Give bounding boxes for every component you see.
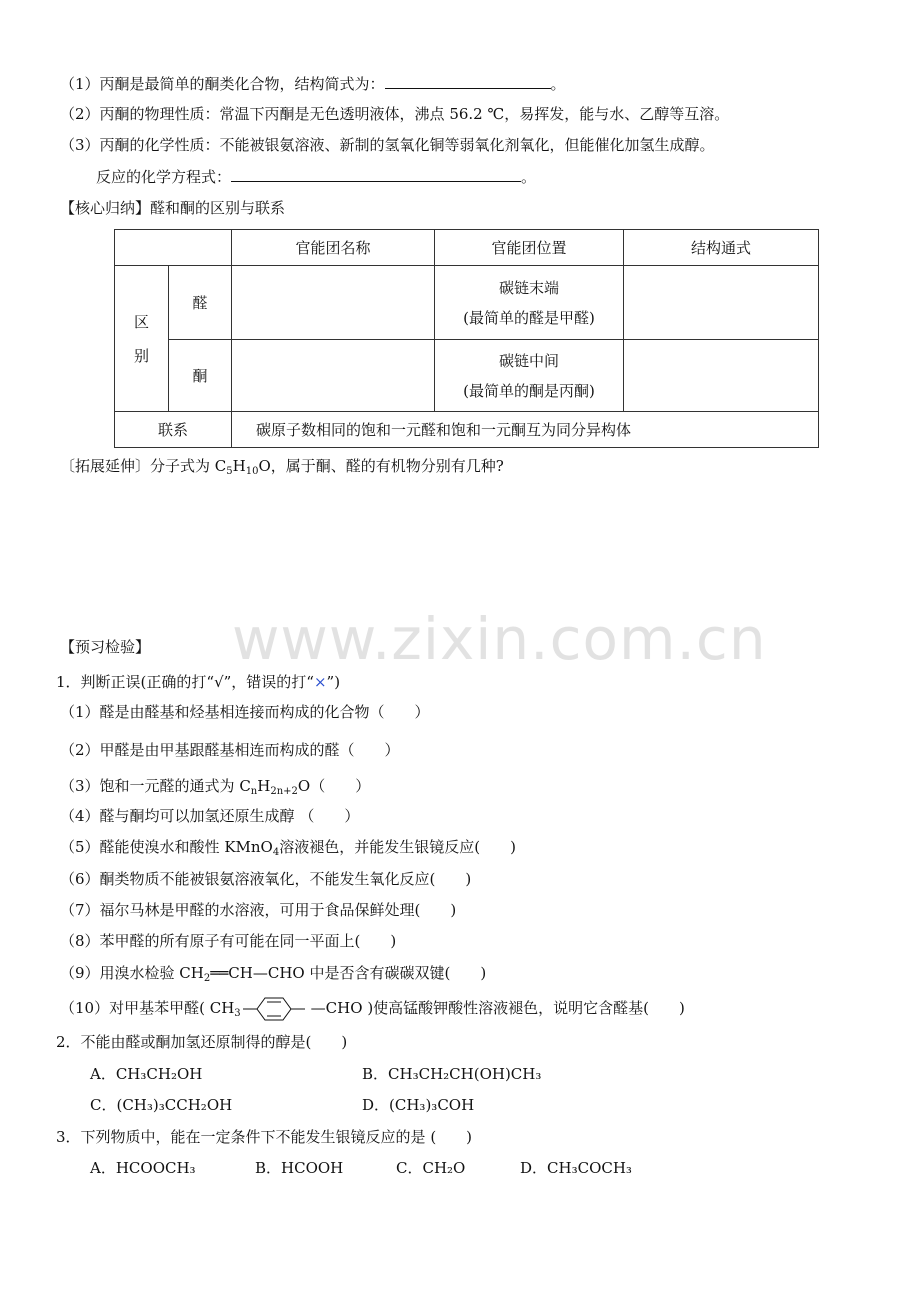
benzene-ring-icon [243,996,309,1022]
question-2-option-d[interactable]: D．(CH₃)₃COH [362,1096,475,1114]
statement-9: （9）用溴水检验 $CH_2══CH—CHO$ 中是否含有碳碳双键( ) [60,964,487,984]
ketone-formula-cell[interactable] [624,340,819,412]
table-corner-cell [115,230,232,266]
question-3-option-d[interactable]: D．CH₃COCH₃ [520,1159,632,1177]
ketone-group-name-cell[interactable] [232,340,435,412]
question-3-option-c[interactable]: C．CH₂O [396,1159,466,1177]
aldehyde-position-cell: 碳链末端 (最简单的醛是甲醛) [435,266,624,340]
question-2: 2．不能由醛或酮加氢还原制得的醇是( ) [56,1033,348,1051]
preview-heading: 【预习检验】 [60,638,151,656]
table-row-ketone [115,340,819,412]
aldehyde-group-name-cell[interactable] [232,266,435,340]
acetone-item-3-equation: 反应的化学方程式： 。 [96,168,537,186]
answer-blank-2[interactable] [231,167,521,182]
extension-question: 〔拓展延伸〕分子式为 $C_5H_{10}O$，属于酮、醛的有机物分别有几种? [60,457,504,477]
statement-6: （6）酮类物质不能被银氨溶液氧化，不能发生氧化反应( ) [60,870,472,888]
summary-heading: 【核心归纳】醛和酮的区别与联系 [60,199,286,217]
question-2-option-a[interactable]: A．CH₃CH₂OH [90,1065,203,1083]
difference-label: 区 别 [115,266,169,412]
link-text: 碳原子数相同的饱和一元醛和饱和一元酮互为同分异构体 [232,412,819,448]
ketone-position-cell: 碳链中间 (最简单的酮是丙酮) [435,340,624,412]
aldehyde-label: 醛 [169,266,232,340]
statement-5: （5）醛能使溴水和酸性 KMnO$_4$溶液褪色，并能发生银镜反应( ) [60,838,516,858]
statement-3: （3）饱和一元醛的通式为 $C_nH_{2n+2}O$（ ） [60,777,371,797]
header-group-name: 官能团名称 [232,230,435,266]
question-2-option-c[interactable]: C．(CH₃)₃CCH₂OH [90,1096,233,1114]
statement-2: （2）甲醛是由甲基跟醛基相连而构成的醛（ ） [60,741,400,759]
acetone-item-1: （1）丙酮是最简单的酮类化合物，结构简式为： 。 [60,75,566,93]
table-header-row [115,230,819,266]
statement-4: （4）醛与酮均可以加氢还原生成醇 （ ） [60,807,360,825]
question-3: 3．下列物质中，能在一定条件下不能发生银镜反应的是 ( ) [56,1128,473,1146]
acetone-item-3: （3）丙酮的化学性质：不能被银氨溶液、新制的氢氧化铜等弱氧化剂氧化，但能催化加氢生成醇。 [60,136,715,154]
header-group-position: 官能团位置 [435,230,624,266]
ketone-label: 酮 [169,340,232,412]
watermark: www.zixin.com.cn [232,605,767,673]
table-row-link [115,412,819,448]
summary-table [114,229,819,448]
statement-8: （8）苯甲醛的所有原子有可能在同一平面上( ) [60,932,397,950]
acetone-item-2: （2）丙酮的物理性质：常温下丙酮是无色透明液体，沸点 56.2 ℃，易挥发，能与水、乙醇等互溶。 [60,105,730,123]
header-general-formula: 结构通式 [624,230,819,266]
question-3-option-a[interactable]: A．HCOOCH₃ [90,1159,196,1177]
table-row-aldehyde [115,266,819,340]
link-label: 联系 [115,412,232,448]
question-1: 1．判断正误(正确的打“√”，错误的打“×”) [56,673,341,691]
answer-blank-1[interactable] [385,74,551,89]
statement-10: （10）对甲基苯甲醛( $CH_3$ —CHO )使高锰酸钾酸性溶液褪色，说明它含醛基( ) [60,996,685,1022]
statement-7: （7）福尔马林是甲醛的水溶液，可用于食品保鲜处理( ) [60,901,457,919]
aldehyde-formula-cell[interactable] [624,266,819,340]
question-3-option-b[interactable]: B．HCOOH [255,1159,344,1177]
question-2-option-b[interactable]: B．CH₃CH₂CH(OH)CH₃ [362,1065,542,1083]
statement-1: （1）醛是由醛基和烃基相连接而构成的化合物（ ） [60,703,430,721]
